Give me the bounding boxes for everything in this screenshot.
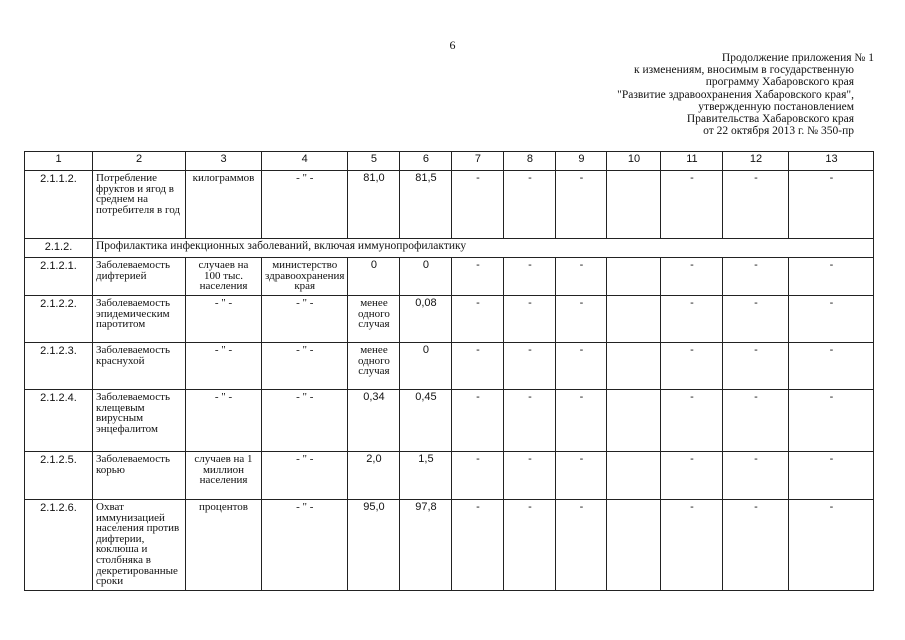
unit-cell: - " - — [186, 343, 262, 390]
column-header: 2 — [93, 152, 186, 171]
value-cell: - — [504, 296, 556, 343]
value-cell: - — [789, 500, 874, 591]
row-number: 2.1.2.6. — [25, 500, 93, 591]
value-cell: - — [504, 171, 556, 239]
header-line: программу Хабаровского края — [705, 76, 854, 89]
responsible-cell: министерство здравоохранения края — [262, 258, 348, 296]
value-cell: - — [556, 452, 607, 500]
value-cell: - — [504, 452, 556, 500]
responsible-cell: - " - — [262, 390, 348, 452]
value-cell: 81,5 — [400, 171, 452, 239]
value-cell: - — [661, 500, 723, 591]
table-row — [25, 390, 874, 452]
value-cell: - — [661, 390, 723, 452]
responsible-cell: - " - — [262, 500, 348, 591]
table-row — [25, 343, 874, 390]
indicators-table — [24, 151, 874, 591]
column-header: 6 — [400, 152, 452, 171]
value-cell: - — [661, 258, 723, 296]
header-line: утвержденную постановлением — [698, 100, 854, 113]
value-cell — [607, 390, 661, 452]
row-number: 2.1.2.1. — [25, 258, 93, 296]
table-row — [25, 171, 874, 239]
indicator-name: Охват иммунизацией населения против дифтерии, коклюша и столбняка в декретированные сроки — [93, 500, 186, 591]
column-header: 5 — [348, 152, 400, 171]
unit-cell: случаев на 100 тыс. населения — [186, 258, 262, 296]
value-cell — [607, 296, 661, 343]
value-cell — [607, 500, 661, 591]
header-line: Правительства Хабаровского края — [686, 113, 854, 126]
value-cell: - — [504, 343, 556, 390]
table-row — [25, 452, 874, 500]
value-cell: 81,0 — [348, 171, 400, 239]
row-number: 2.1.2.5. — [25, 452, 93, 500]
value-cell: - — [789, 258, 874, 296]
value-cell: - — [452, 390, 504, 452]
value-cell — [607, 258, 661, 296]
table-row — [25, 500, 874, 591]
header-line: от 22 октября 2013 г. № 350-пр — [703, 125, 854, 138]
indicator-name: Заболеваемость эпидемическим паротитом — [93, 296, 186, 343]
row-number: 2.1.1.2. — [25, 171, 93, 239]
column-header: 4 — [262, 152, 348, 171]
value-cell: - — [723, 390, 789, 452]
value-cell: - — [556, 343, 607, 390]
value-cell: - — [723, 258, 789, 296]
value-cell: 1,5 — [400, 452, 452, 500]
value-cell: - — [452, 452, 504, 500]
value-cell: 0 — [400, 343, 452, 390]
value-cell: - — [504, 390, 556, 452]
unit-cell: случаев на 1 миллион населения — [186, 452, 262, 500]
value-cell: менее одного случая — [348, 343, 400, 390]
value-cell: - — [723, 500, 789, 591]
indicator-name: Заболеваемость краснухой — [93, 343, 186, 390]
value-cell: - — [556, 296, 607, 343]
section-number: 2.1.2. — [25, 239, 93, 258]
value-cell: 0 — [348, 258, 400, 296]
value-cell: - — [452, 343, 504, 390]
value-cell: 0,34 — [348, 390, 400, 452]
value-cell: - — [452, 171, 504, 239]
value-cell: менее одного случая — [348, 296, 400, 343]
page-number: 6 — [449, 38, 456, 52]
value-cell: - — [661, 171, 723, 239]
value-cell: 0,08 — [400, 296, 452, 343]
indicator-name: Заболеваемость дифтерией — [93, 258, 186, 296]
section-title: Профилактика инфекционных заболеваний, включая иммунопрофилактику — [93, 239, 874, 258]
header-line: к изменениям, вносимым в государственную — [634, 64, 854, 77]
table-row — [25, 296, 874, 343]
unit-cell: процентов — [186, 500, 262, 591]
unit-cell: килограммов — [186, 171, 262, 239]
responsible-cell: - " - — [262, 452, 348, 500]
column-number-row — [25, 152, 874, 171]
value-cell: 95,0 — [348, 500, 400, 591]
header-line: Продолжение приложения № 1 — [721, 52, 874, 64]
value-cell: - — [789, 296, 874, 343]
column-header: 7 — [452, 152, 504, 171]
value-cell: - — [452, 258, 504, 296]
value-cell: - — [556, 500, 607, 591]
value-cell — [607, 452, 661, 500]
value-cell — [607, 171, 661, 239]
indicator-name: Заболеваемость клещевым вирусным энцефалитом — [93, 390, 186, 452]
section-row — [25, 239, 874, 258]
column-header: 13 — [789, 152, 874, 171]
responsible-cell: - " - — [262, 343, 348, 390]
value-cell: - — [661, 296, 723, 343]
value-cell — [607, 343, 661, 390]
value-cell: - — [556, 390, 607, 452]
indicator-name: Заболеваемость корью — [93, 452, 186, 500]
table-body — [25, 152, 874, 591]
value-cell: - — [789, 343, 874, 390]
value-cell: 2,0 — [348, 452, 400, 500]
value-cell: 97,8 — [400, 500, 452, 591]
value-cell: - — [661, 343, 723, 390]
column-header: 8 — [504, 152, 556, 171]
column-header: 3 — [186, 152, 262, 171]
value-cell: - — [723, 171, 789, 239]
column-header: 9 — [556, 152, 607, 171]
value-cell: - — [504, 258, 556, 296]
value-cell: - — [789, 390, 874, 452]
row-number: 2.1.2.4. — [25, 390, 93, 452]
value-cell: - — [556, 258, 607, 296]
responsible-cell: - " - — [262, 296, 348, 343]
value-cell: - — [789, 171, 874, 239]
column-header: 12 — [723, 152, 789, 171]
appendix-header — [617, 52, 874, 137]
indicator-name: Потребление фруктов и ягод в среднем на потребителя в год — [93, 171, 186, 239]
value-cell: - — [723, 452, 789, 500]
responsible-cell: - " - — [262, 171, 348, 239]
table-row — [25, 258, 874, 296]
column-header: 10 — [607, 152, 661, 171]
value-cell: - — [723, 296, 789, 343]
column-header: 1 — [25, 152, 93, 171]
value-cell: - — [723, 343, 789, 390]
value-cell: - — [661, 452, 723, 500]
value-cell: - — [556, 171, 607, 239]
unit-cell: - " - — [186, 390, 262, 452]
value-cell: - — [789, 452, 874, 500]
column-header: 11 — [661, 152, 723, 171]
value-cell: 0,45 — [400, 390, 452, 452]
row-number: 2.1.2.3. — [25, 343, 93, 390]
value-cell: - — [452, 296, 504, 343]
row-number: 2.1.2.2. — [25, 296, 93, 343]
value-cell: - — [452, 500, 504, 591]
header-line: "Развитие здравоохранения Хабаровского края", — [617, 88, 854, 101]
unit-cell: - " - — [186, 296, 262, 343]
value-cell: 0 — [400, 258, 452, 296]
value-cell: - — [504, 500, 556, 591]
